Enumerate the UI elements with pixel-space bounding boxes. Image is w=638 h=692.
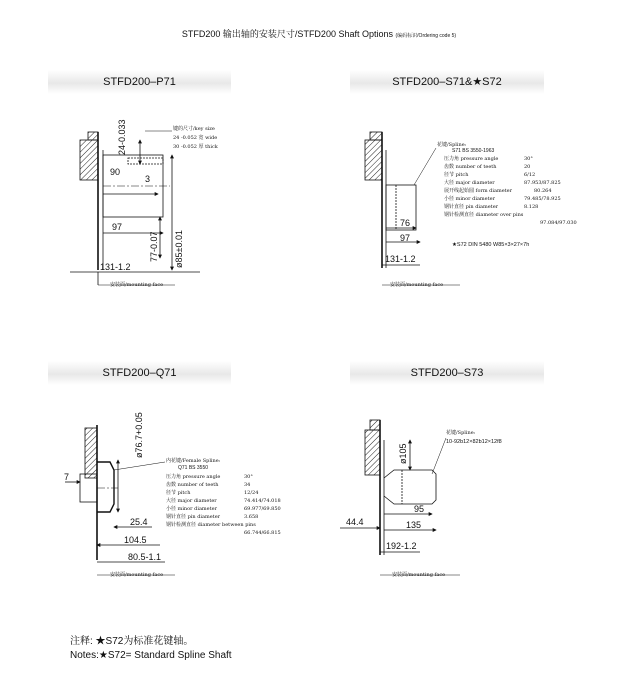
p71-label-131: 131-1.2 (100, 262, 131, 272)
q71-mounting-face: 安装面/mounting face (110, 572, 164, 578)
q71-row-value: 66.744/66.815 (244, 530, 281, 536)
q71-row-label: 齿数 number of teeth (166, 482, 219, 488)
s71-label-131: 131-1.2 (385, 254, 416, 264)
s71-row-label: 径节 pitch (444, 172, 469, 178)
s71-row-value: 80.264 (534, 188, 552, 194)
s71-row-value: 30° (524, 156, 533, 162)
q71-label-767: ø76.7+0.05 (134, 412, 144, 458)
p71-key (128, 158, 163, 164)
s73-spec: 10-92b12×82b12×12f8 (446, 439, 502, 445)
page-title-text: STFD200 输出轴的安装尺寸/STFD200 Shaft Options (181, 29, 393, 39)
s73-label-135: 135 (406, 520, 422, 530)
p71-title: STFD200–P71 (103, 76, 176, 88)
p71-housing (80, 140, 98, 180)
s71-label-76: 76 (400, 218, 411, 228)
s73-label-105: ø105 (398, 443, 408, 464)
s71-row-label: 压力角 pressure angle (444, 156, 499, 162)
p71-label-3: 3 (145, 174, 151, 184)
q71-leader (114, 462, 165, 470)
s71-row-value: 97.084/97.030 (540, 220, 577, 226)
q71-label-254: 25.4 (130, 517, 148, 527)
p71-mounting-face: 安装面/mounting face (110, 282, 164, 288)
q71-title: STFD200–Q71 (102, 367, 177, 379)
s71-row-label: 小径 minor diameter (444, 196, 495, 202)
q71-spline-label: 内花键/Female Spline: (166, 458, 221, 464)
note-en: Notes:★S72= Standard Spline Shaft (70, 650, 232, 661)
q71-row-value: 3.658 (244, 514, 259, 520)
q71-row-label: 压力角 pressure angle (166, 474, 221, 480)
s71-spline-label: 花键/Spline: (437, 142, 467, 148)
p71-key-thick: 30 -0.052 厚 thick (173, 144, 218, 150)
drawing-s73 (340, 420, 460, 575)
p71-label-90: 90 (110, 167, 121, 177)
q71-row-value: 34 (244, 482, 251, 488)
p71-label-key: 24-0.033 (117, 119, 127, 155)
q71-row-value: 74.414/74.018 (244, 498, 281, 504)
p71-label-97: 97 (112, 222, 123, 232)
q71-row-label: 钢针检测直径 diameter between pins (166, 522, 256, 528)
s71-row-label: 钢针检测直径 diameter over pins (444, 212, 524, 218)
s71-row-label: 展开线起始圆 form diameter (444, 188, 513, 194)
s71-row-value: 8.128 (524, 204, 539, 210)
q71-label-1045: 104.5 (124, 535, 147, 545)
q71-hub (97, 462, 114, 512)
p71-label-85: ø85±0.01 (174, 230, 184, 268)
q71-label-7: 7 (64, 472, 70, 482)
q71-row-value: 69.977/69.850 (244, 506, 281, 512)
p71-key-width: 24 -0.052 宽 wide (173, 135, 218, 141)
q71-row-value: 12/24 (244, 490, 259, 496)
s71-row-value: 6/12 (524, 172, 536, 178)
s71-row-value: 20 (524, 164, 531, 170)
s71-row-value: 87.953/87.825 (524, 180, 561, 186)
q71-label-805: 80.5-1.1 (128, 552, 162, 562)
s71-standard: S71 BS 3550-1963 (452, 148, 495, 154)
s71-leader (414, 148, 436, 185)
s71-label-97: 97 (400, 233, 411, 243)
s73-housing (365, 430, 380, 475)
q71-housing (85, 428, 97, 478)
s71-labels (385, 141, 577, 288)
s71-s72-note: ★S72 DIN 5480 W85×3×27×7h (452, 242, 530, 248)
q71-row-label: 钢针直径 pin diameter (166, 514, 221, 520)
p71-key-size-label: 键的尺寸/key size (173, 126, 215, 132)
q71-spec-table (166, 473, 281, 536)
q71-row-label: 大径 major diameter (166, 498, 217, 504)
s71-spec-table (444, 155, 577, 226)
p71-flange-top (88, 132, 98, 140)
s71-housing (365, 140, 382, 180)
s73-spline-label: 花键/Spline: (446, 430, 476, 436)
s73-label-95: 95 (414, 504, 425, 514)
s71-mounting-face: 安装面/mounting face (390, 282, 444, 288)
s71-title: STFD200–S71&★S72 (392, 76, 502, 88)
s71-row-label: 钢针直径 pin diameter (444, 204, 499, 210)
q71-row-label: 小径 minor diameter (166, 506, 217, 512)
page-title-small: (编码标识/Ordering code 5) (395, 33, 457, 39)
q71-standard: Q71 BS 3550 (178, 465, 209, 471)
s73-shaft (384, 470, 436, 504)
note-cn: 注释: ★S72为标准花键轴。 (70, 636, 194, 647)
s71-row-label: 大径 major diameter (444, 180, 495, 186)
s71-row-label: 齿数 number of teeth (444, 164, 497, 170)
s71-row-value: 79.485/78.925 (524, 196, 561, 202)
q71-row-label: 径节 pitch (166, 490, 191, 496)
s73-title: STFD200–S73 (410, 367, 484, 379)
s73-label-444: 44.4 (346, 517, 364, 527)
s73-mounting-face: 安装面/mounting face (392, 572, 446, 578)
s73-label-192: 192-1.2 (386, 541, 417, 551)
s73-leader (432, 438, 446, 474)
p71-labels (100, 119, 219, 288)
p71-label-77: 77-0.07 (149, 231, 159, 262)
s71-flange-top (370, 132, 382, 140)
q71-row-value: 30° (244, 474, 253, 480)
s73-flange-top (370, 420, 380, 430)
